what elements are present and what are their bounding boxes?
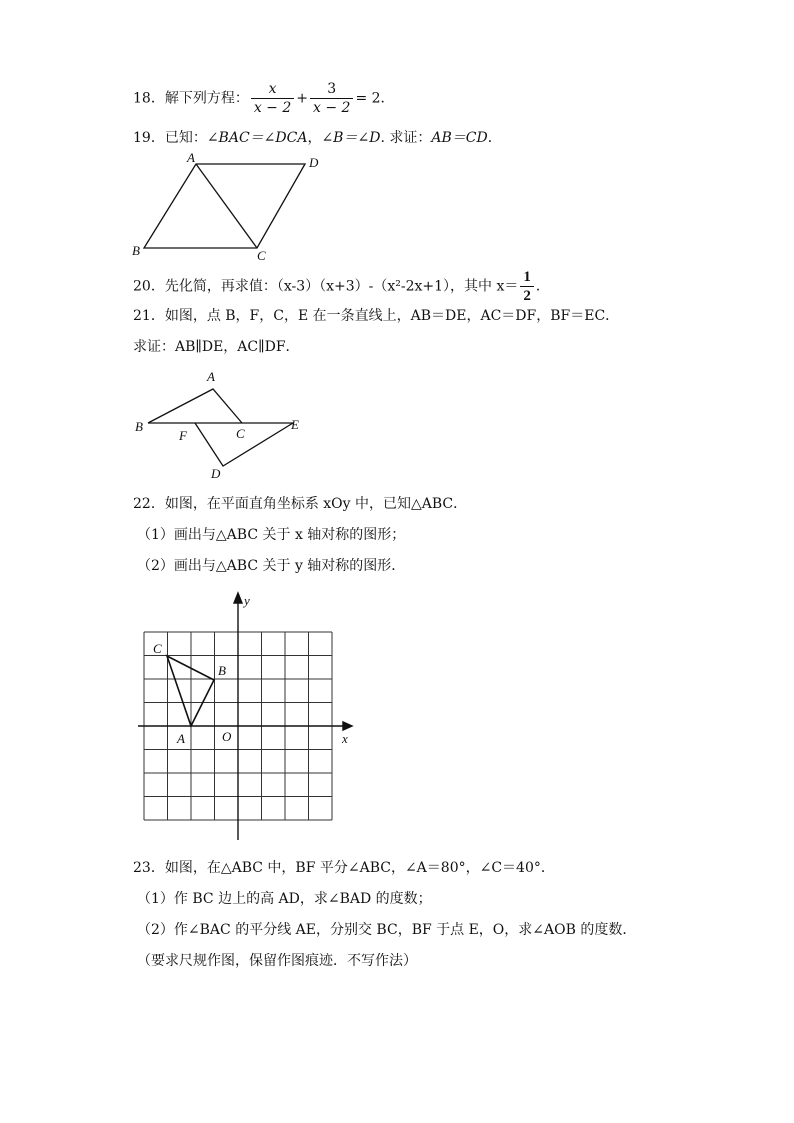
question-22-part-2: （2）画出与△ABC 关于 y 轴对称的图形． bbox=[137, 558, 406, 574]
label-B: B bbox=[135, 419, 143, 434]
label-C: C bbox=[153, 641, 162, 656]
label-C: C bbox=[257, 248, 266, 263]
q20-text: 20．先化简，再求值：（x-3）（x+3）-（x²-2x+1），其中 x＝ bbox=[133, 278, 519, 295]
q19-end: ． bbox=[487, 130, 502, 146]
q21-triangles-figure bbox=[125, 365, 325, 483]
q20-end: ． bbox=[535, 278, 550, 295]
label-D: D bbox=[309, 155, 319, 170]
q19-separator: ， bbox=[307, 130, 322, 146]
equals-two: = 2． bbox=[355, 90, 395, 107]
label-A: A bbox=[187, 150, 195, 165]
label-B: B bbox=[218, 663, 226, 678]
fraction-one-half: $\frac{1}{2}$ bbox=[520, 268, 534, 305]
label-x: x bbox=[342, 731, 348, 746]
question-22-part-1: （1）画出与△ABC 关于 x 轴对称的图形； bbox=[137, 527, 406, 543]
fraction-x-over-x-minus-2: $\frac{x}{x - 2}$ bbox=[251, 80, 294, 117]
question-21-line-2: 求证：AB∥DE，AC∥DF． bbox=[133, 339, 300, 355]
question-18 bbox=[133, 80, 395, 117]
label-C: C bbox=[236, 426, 245, 441]
q19-number: 19．已知： bbox=[133, 130, 207, 146]
question-19 bbox=[133, 128, 502, 148]
question-23-line-1: 23．如图，在△ABC 中，BF 平分∠ABC，∠A＝80°，∠C＝40°． bbox=[133, 860, 555, 876]
q22-coordinate-grid-figure bbox=[130, 585, 360, 847]
y-axis-arrow bbox=[234, 593, 242, 603]
label-A: A bbox=[207, 369, 215, 384]
label-y: y bbox=[244, 593, 250, 608]
label-F: F bbox=[179, 428, 187, 443]
label-D: D bbox=[211, 466, 221, 481]
question-22-line-1: 22．如图，在平面直角坐标系 xOy 中，已知△ABC． bbox=[133, 496, 468, 512]
plus-sign: + bbox=[296, 90, 308, 107]
x-axis-arrow bbox=[343, 722, 352, 730]
q19-condition-2: ∠B＝∠D bbox=[321, 130, 381, 146]
question-23-note: （要求尺规作图，保留作图痕迹．不写作法） bbox=[137, 953, 417, 969]
label-B: B bbox=[132, 243, 140, 258]
label-O: O bbox=[222, 729, 232, 744]
label-E: E bbox=[291, 417, 299, 432]
q19-condition-1: ∠BAC＝∠DCA bbox=[206, 130, 308, 146]
question-20 bbox=[133, 268, 550, 305]
question-23-part-2: （2）作∠BAC 的平分线 AE，分别交 BC，BF 于点 E，O，求∠AOB 的度数． bbox=[137, 922, 637, 938]
q19-parallelogram-figure bbox=[125, 150, 345, 265]
q19-prove-label: . 求证： bbox=[380, 130, 432, 146]
question-23-part-1: （1）作 BC 边上的高 AD，求∠BAD 的度数； bbox=[137, 891, 432, 907]
q18-number: 18．解下列方程： bbox=[133, 90, 249, 107]
question-21-line-1: 21．如图，点 B，F，C，E 在一条直线上，AB＝DE，AC＝DF，BF＝EC． bbox=[133, 308, 620, 324]
label-A: A bbox=[177, 731, 185, 746]
q19-goal: AB＝CD bbox=[431, 130, 488, 146]
fraction-3-over-x-minus-2: $\frac{3}{x - 2}$ bbox=[310, 80, 353, 117]
